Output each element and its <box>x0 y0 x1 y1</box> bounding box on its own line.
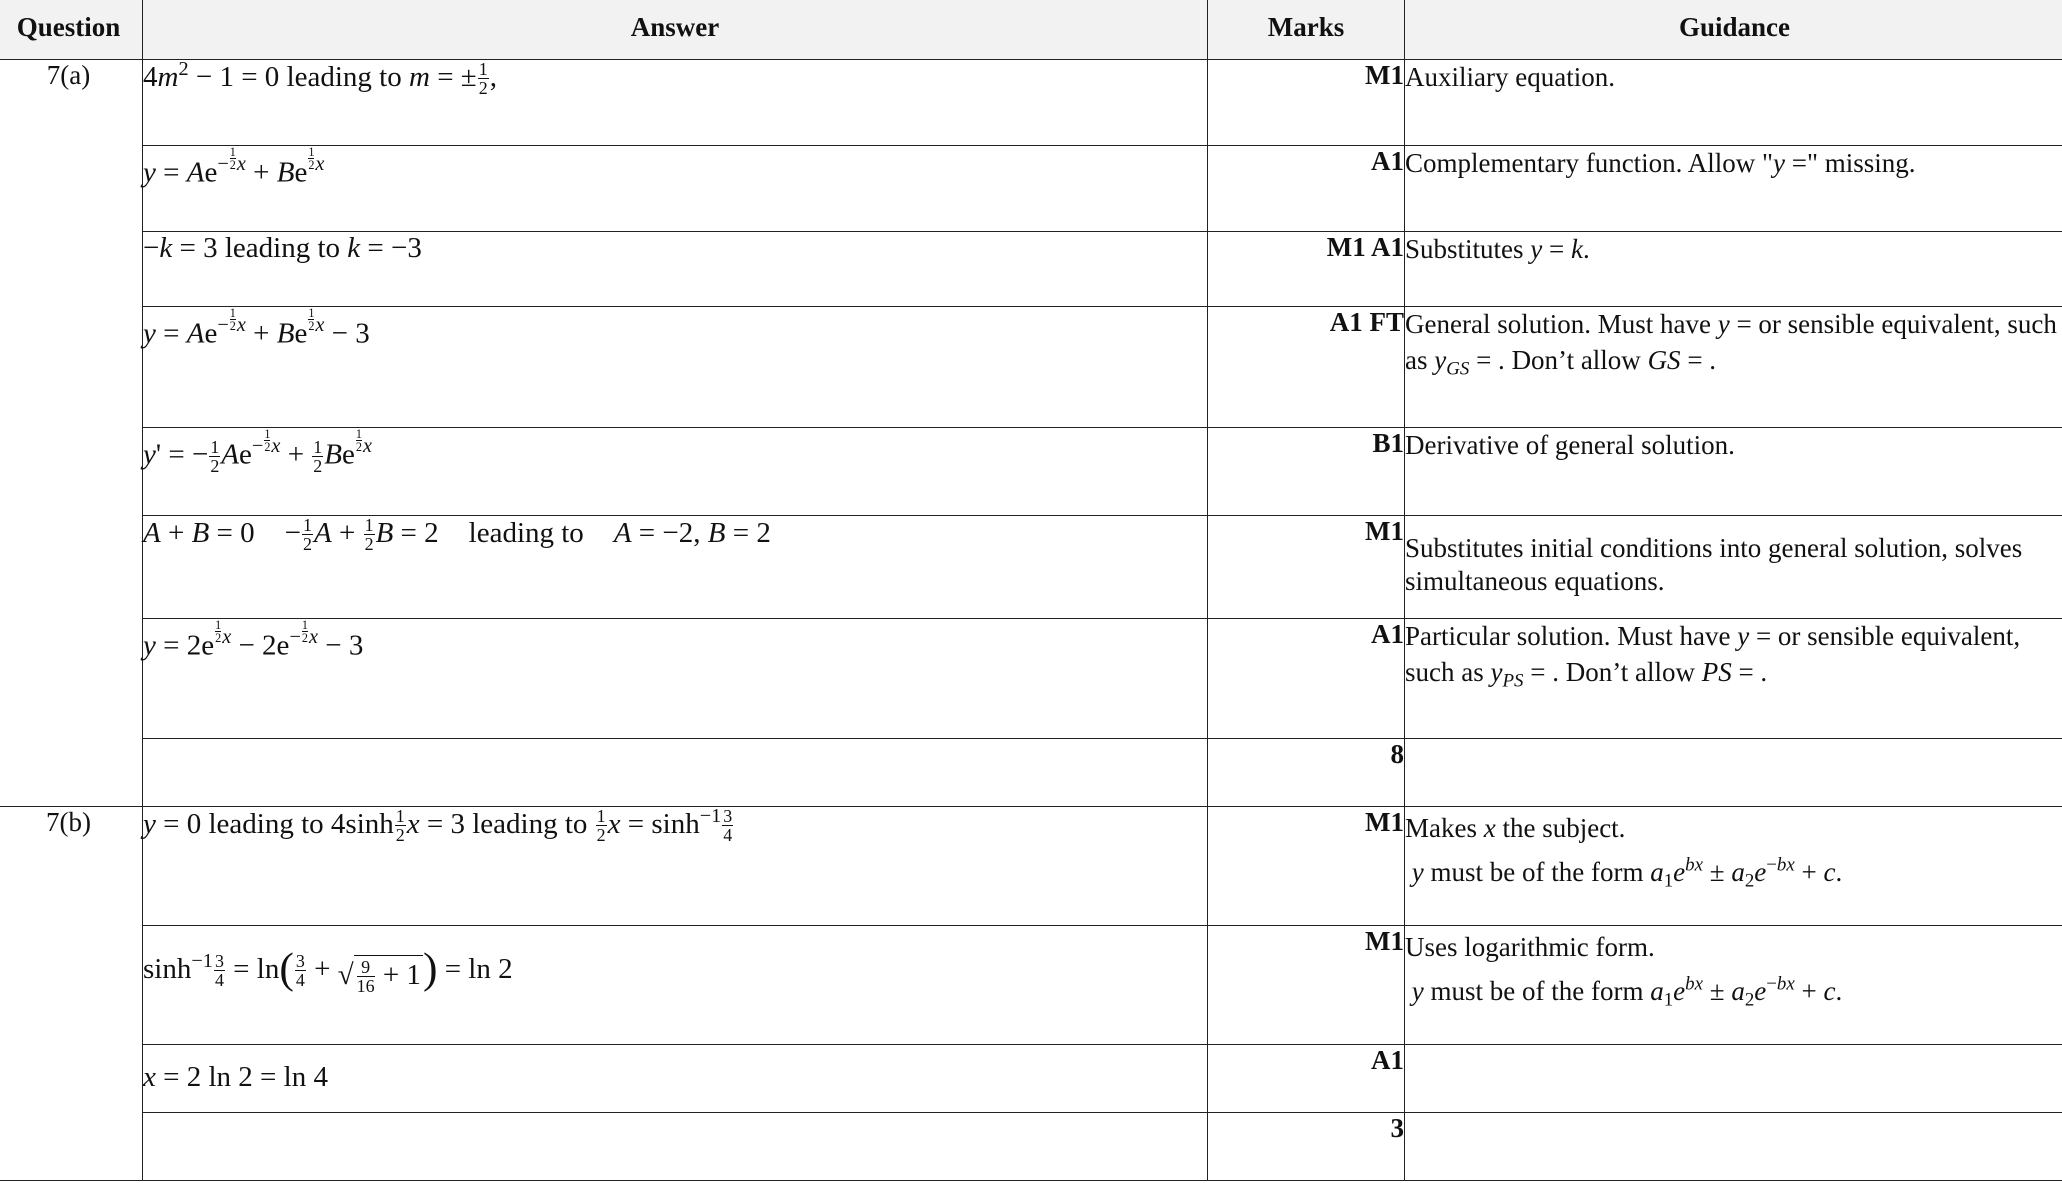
guidance-cell: General solution. Must have y = or sensible equivalent, such as $y_{GS}$ = . Don’t allow GS = . <box>1405 307 2062 428</box>
header-answer: Answer <box>143 0 1208 60</box>
question-spacer <box>0 1113 143 1181</box>
guidance-cell <box>1405 1113 2062 1181</box>
table-row <box>0 146 2062 232</box>
question-spacer <box>0 926 143 1045</box>
guidance-cell <box>1405 739 2062 807</box>
header-row <box>0 0 2062 60</box>
mark-cell: M1 <box>1208 926 1405 1045</box>
table-row <box>0 807 2062 926</box>
guidance-cell: Substitutes initial conditions into general solution, solves simultaneous equations. <box>1405 516 2062 619</box>
table-row <box>0 739 2062 807</box>
answer-cell: $y = Ae^{- \frac{1}{2} x} + Be$ $^{\frac{1}{2} x}$ <box>143 146 1208 232</box>
answer-cell: x = 2 ln 2 = ln 4 <box>143 1045 1208 1113</box>
table-row <box>0 516 2062 619</box>
answer-cell <box>143 739 1208 807</box>
answer-cell: $\sinh^{-1}$ $\frac{3}{4}$ = ln( $\frac{3}{4}$ + √ $\frac{9}{16}$ + 1) = ln 2 <box>143 926 1208 1045</box>
guidance-cell: Auxiliary equation. <box>1405 60 2062 146</box>
guidance-cell: Complementary function. Allow "y =" missing. <box>1405 146 2062 232</box>
header-question: Question <box>0 0 143 60</box>
guidance-cell: Makes x the subject. y must be of the form $a_1e^{bx} \pm a_2e^{-bx} + c$. <box>1405 807 2062 926</box>
question-spacer <box>0 516 143 619</box>
question-spacer <box>0 1045 143 1113</box>
table-row <box>0 1045 2062 1113</box>
mark-cell: A1 <box>1208 1045 1405 1113</box>
guidance-cell: Substitutes y = k. <box>1405 232 2062 307</box>
answer-cell: y = 2e $^{\frac{1}{2} x} - 2e^{- \frac{1}{2} x} - 3$ <box>143 619 1208 739</box>
question-label-7a: 7(a) <box>0 60 143 146</box>
answer-cell: −k = 3 leading to k = −3 <box>143 232 1208 307</box>
table-row <box>0 428 2062 516</box>
question-spacer <box>0 428 143 516</box>
guidance-cell: Derivative of general solution. <box>1405 428 2062 516</box>
mark-cell: M1 <box>1208 516 1405 619</box>
table-row <box>0 619 2062 739</box>
guidance-cell: Particular solution. Must have y = or sensible equivalent, such as $y_{PS}$ = . Don’t allow PS = . <box>1405 619 2062 739</box>
mark-cell: M1 <box>1208 60 1405 146</box>
question-spacer <box>0 232 143 307</box>
mark-cell: M1 A1 <box>1208 232 1405 307</box>
answer-cell: $y = Ae^{- \frac{1}{2} x} + Be$ $^{\frac{1}{2} x}$ − 3 <box>143 307 1208 428</box>
mark-cell: A1 <box>1208 146 1405 232</box>
mark-cell: M1 <box>1208 807 1405 926</box>
total-marks-7b: 3 <box>1208 1113 1405 1181</box>
question-spacer <box>0 307 143 428</box>
header-marks: Marks <box>1208 0 1405 60</box>
table-row <box>0 60 2062 146</box>
guidance-cell: Uses logarithmic form. y must be of the form $a_1e^{bx} \pm a_2e^{-bx} + c$. <box>1405 926 2062 1045</box>
question-spacer <box>0 146 143 232</box>
answer-cell: y = 0 leading to 4sinh $\frac{1}{2}$ x = 3 leading to $\frac{1}{2}$ $x = \sinh^{-1}$ $\frac{3}{4}$ <box>143 807 1208 926</box>
header-guidance: Guidance <box>1405 0 2062 60</box>
table-row <box>0 1113 2062 1181</box>
question-spacer <box>0 619 143 739</box>
table-row <box>0 232 2062 307</box>
mark-cell: B1 <box>1208 428 1405 516</box>
total-marks-7a: 8 <box>1208 739 1405 807</box>
answer-cell: A + B = 0 − $\frac{1}{2}$ A + $\frac{1}{2}$ B = 2 leading to A = −2, B = 2 <box>143 516 1208 619</box>
answer-cell <box>143 1113 1208 1181</box>
guidance-cell <box>1405 1045 2062 1113</box>
question-label-7b: 7(b) <box>0 807 143 926</box>
table-row <box>0 307 2062 428</box>
mark-cell: A1 <box>1208 619 1405 739</box>
table-row <box>0 926 2062 1045</box>
answer-cell: y' = − $\frac{1}{2}$ $Ae^{- \frac{1}{2} x}$ + $\frac{1}{2}$ Be $^{\frac{1}{2} x}$ <box>143 428 1208 516</box>
question-spacer <box>0 739 143 807</box>
answer-cell: $4m^2 - 1 = 0$ leading to m = ± $\frac{1}{2}$ , <box>143 60 1208 146</box>
mark-cell: A1 FT <box>1208 307 1405 428</box>
